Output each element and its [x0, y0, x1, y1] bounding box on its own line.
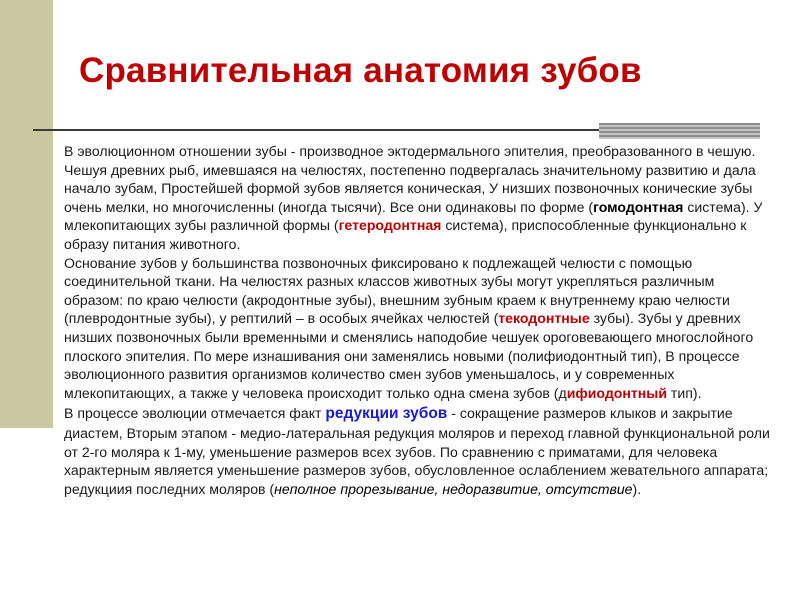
term-thecodont: текодонтные [498, 310, 590, 327]
term-diphyodont: ифиодонтный [566, 384, 668, 401]
slide-body [64, 142, 770, 498]
term-homodont: гомодонтная [593, 198, 684, 215]
paragraph-evolution: В эволюционном отношении зубы - производное эктодермального эпителия, преобразованного в чешую. Чешуя древних рыб, имевшаяся на челюстях, постепенно подвергалась значительному развитию и дала начало зубам, Простейшей формой зубов является коническая, У низших позвоночных конические зубы очень мелки, но многочисленны (иногда тысячи). Все они одинаковы по форме (гомодонтная система). У млекопитающих зубы различной формы (гетеродонтная система), приспособленные функционально к образу питания животного. [64, 143, 763, 252]
divider-accent-stripes [599, 123, 760, 139]
term-tooth-reduction: редукции зубов [325, 405, 448, 423]
left-decorative-band [0, 0, 53, 428]
slide-title: Сравнительная анатомия зубов [79, 51, 642, 90]
term-heterodont: гетеродонтная [338, 217, 442, 234]
term-molar-reduction-forms: неполное прорезывание, недоразвитие, отсутствие [274, 480, 633, 497]
paragraph-reduction: В процессе эволюции отмечается факт редукции зубов - сокращение размеров клыков и закрытие диастем, Вторым этапом - медио-латеральная редукция моляров и переход главной функциональной роли от 2-го моляра к 1-му, уменьшение размеров всех зубов. По сравнению с приматами, для человека характерным является уменьшение размеров зубов, обусловленное ослаблением жевательного аппарата; редукциия последних моляров (неполное прорезывание, недоразвитие, отсутствие). [64, 405, 770, 497]
paragraph-fixation: Основание зубов у большинства позвоночных фиксировано к подлежащей челюсти с помощью соединительной ткани. На челюстях разных классов животных зубы могут укрепляться различным образом: по краю челюсти (акродонтные зубы), внешним зубным краем к внутреннему краю челюсти (плевродонтные зубы), у рептилий – в особых ячейках челюстей (текодонтные зубы). Зубы у древних низших позвоночных были временными и сменялись наподобие чешуек ороговевающего многослойного плоского эпителия. По мере изнашивания они заменялись новыми (полифиодонтный тип), В процессе эволюционного развития организмов количество смен зубов уменьшалось, и у современных млекопитающих, а также у человека происходит только одна смена зубов (дифиодонтный тип). [64, 254, 754, 401]
